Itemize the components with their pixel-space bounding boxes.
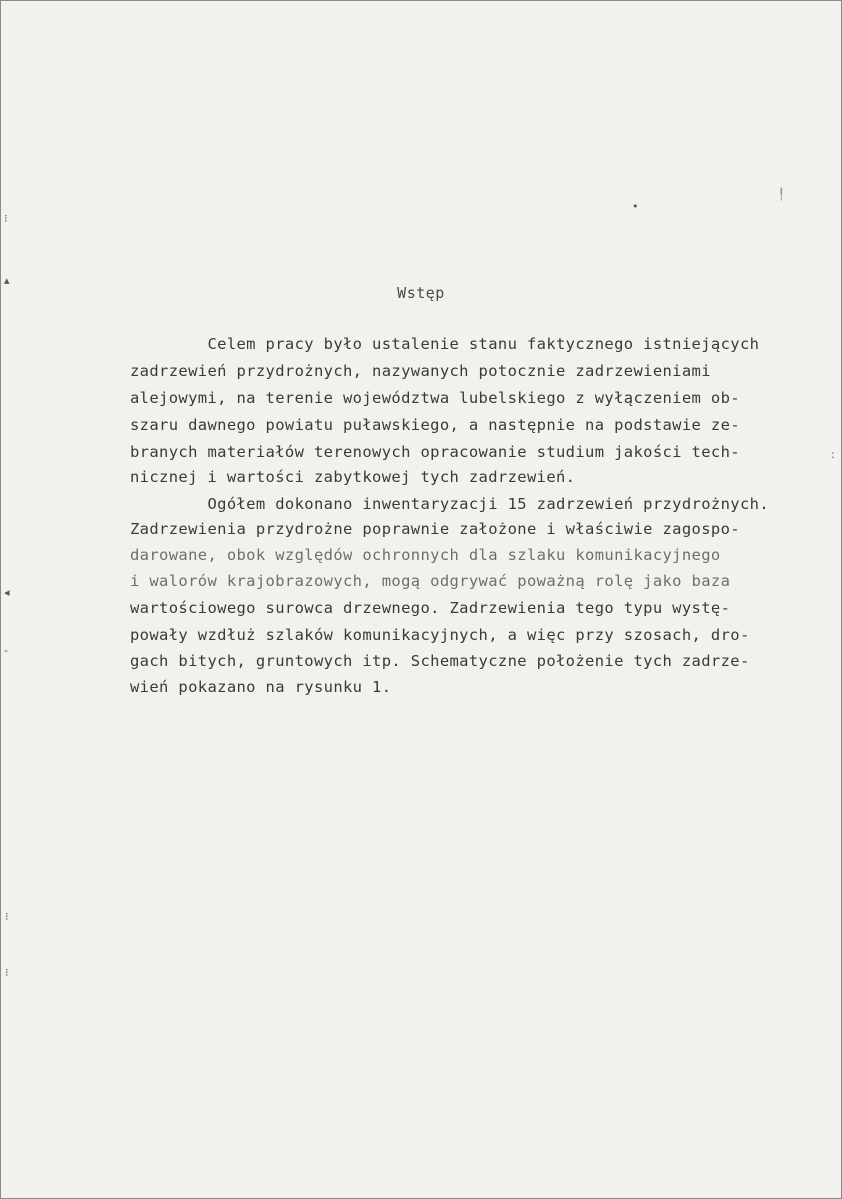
scan-mark: ⁝ [4, 212, 8, 225]
text-line-5: branych materiałów terenowych opracowanie studium jakości tech- [130, 443, 740, 461]
text-line-6: nicznej i wartości zabytkowej tych zadrzewień. [130, 468, 576, 486]
scan-mark: ⁝ [5, 910, 9, 923]
text-line-4: szaru dawnego powiatu puławskiego, a następnie na podstawie ze- [130, 416, 740, 434]
scan-mark: ⁝ [5, 966, 9, 979]
text-line-1: Celem pracy było ustalenie stanu faktycznego istniejących [130, 335, 760, 353]
page-title: Wstęp [397, 284, 445, 302]
text-line-12: powały wzdłuż szlaków komunikacyjnych, a więc przy szosach, dro- [130, 626, 750, 644]
scan-mark: • [632, 200, 639, 213]
text-line-10: i walorów krajobrazowych, mogą odgrywać poważną rolę jako baza [130, 572, 731, 590]
scan-mark: ◂ [4, 586, 10, 599]
text-line-13: gach bitych, gruntowych itp. Schematyczne położenie tych zadrze- [130, 652, 750, 670]
text-line-7: Ogółem dokonano inwentaryzacji 15 zadrzewień przydrożnych. [130, 495, 769, 513]
text-line-2: zadrzewień przydrożnych, nazywanych potocznie zadrzewieniami [130, 362, 711, 380]
scan-mark: - [4, 644, 8, 657]
scan-mark: ▴ [4, 274, 10, 287]
text-line-14: wień pokazano na rysunku 1. [130, 678, 392, 696]
text-line-11: wartościowego surowca drzewnego. Zadrzewienia tego typu wystę- [130, 599, 731, 617]
text-line-8: Zadrzewienia przydrożne poprawnie założone i właściwie zagospo- [130, 520, 740, 538]
text-line-3: alejowymi, na terenie województwa lubelskiego z wyłączeniem ob- [130, 389, 740, 407]
scan-mark: ╿ [778, 188, 785, 201]
text-line-9: darowane, obok względów ochronnych dla szlaku komunikacyjnego [130, 546, 721, 564]
scan-mark: : [831, 448, 835, 461]
